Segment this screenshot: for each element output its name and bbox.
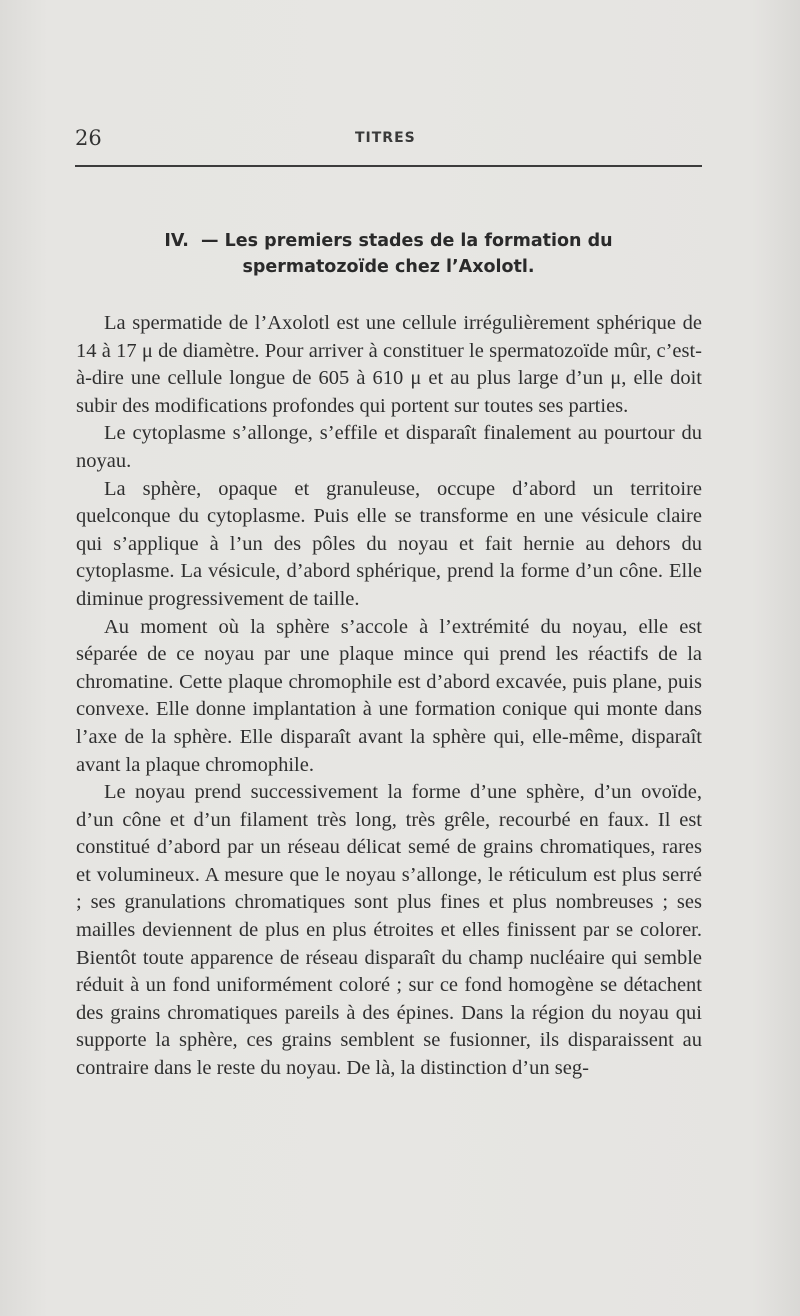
paragraph: La sphère, opaque et granuleuse, occupe d’abord un territoire quelconque du cytoplasme. Puis elle se transforme en une vésicule claire qui s’applique à l’un des pôles du noyau et fait hernie au dehors du cytoplasme. La vésicule, d’abord sphérique, prend la forme d’un cône. Elle diminue progressivement de taille. bbox=[76, 477, 702, 610]
section-title-line-2: spermatozoïde chez l’Axolotl. bbox=[242, 257, 535, 277]
page-header bbox=[75, 126, 702, 156]
paragraph: La spermatide de l’Axolotl est une cellule irrégulièrement sphérique de 14 à 17 μ de diamètre. Pour arriver à constituer le spermatozoïde mûr, c’est-à-dire une cellule longue de 605 à 610 μ et au plus large d’un μ, elle doit subir des modifications profondes qui portent sur toutes ses parties. bbox=[76, 312, 702, 417]
section-title bbox=[75, 228, 702, 280]
paragraph: Le noyau prend successivement la forme d’une sphère, d’un ovoïde, d’un cône et d’un filament très long, très grêle, recourbé en faux. Il est constitué d’abord par un réseau délicat semé de grains chromatiques, rares et volumineux. A mesure que le noyau s’allonge, le réticulum est plus serré ; ses granulations chromatiques sont plus fines et plus nombreuses ; ses mailles deviennent de plus en plus étroites et elles finissent par se colorer. Bientôt toute apparence de réseau disparaît du champ nucléaire qui semble réduit à un fond uniformément coloré ; sur ce fond homogène se détachent des grains chromatiques pareils à des épines. Dans la région du noyau qui supporte la sphère, ces grains semblent se fusionner, ils disparaissent au contraire dans le reste du noyau. De là, la distinction d’un seg- bbox=[76, 781, 702, 1080]
body-text bbox=[76, 310, 702, 1083]
paragraph: Le cytoplasme s’allonge, s’effile et disparaît finalement au pourtour du noyau. bbox=[76, 422, 702, 472]
running-title: TITRES bbox=[355, 130, 416, 146]
page-number: 26 bbox=[75, 126, 102, 150]
paragraph: Au moment où la sphère s’accole à l’extrémité du noyau, elle est séparée de ce noyau par une plaque mince qui prend les réactifs de la chromatine. Cette plaque chromophile est d’abord excavée, puis plane, puis convexe. Elle donne implantation à une formation conique qui monte dans l’axe de la sphère. Elle disparaît avant la sphère qui, elle-même, disparaît avant la plaque chromophile. bbox=[76, 615, 702, 776]
section-title-line-1: IV. — Les premiers stades de la formation du bbox=[164, 231, 613, 251]
header-rule bbox=[75, 165, 702, 167]
